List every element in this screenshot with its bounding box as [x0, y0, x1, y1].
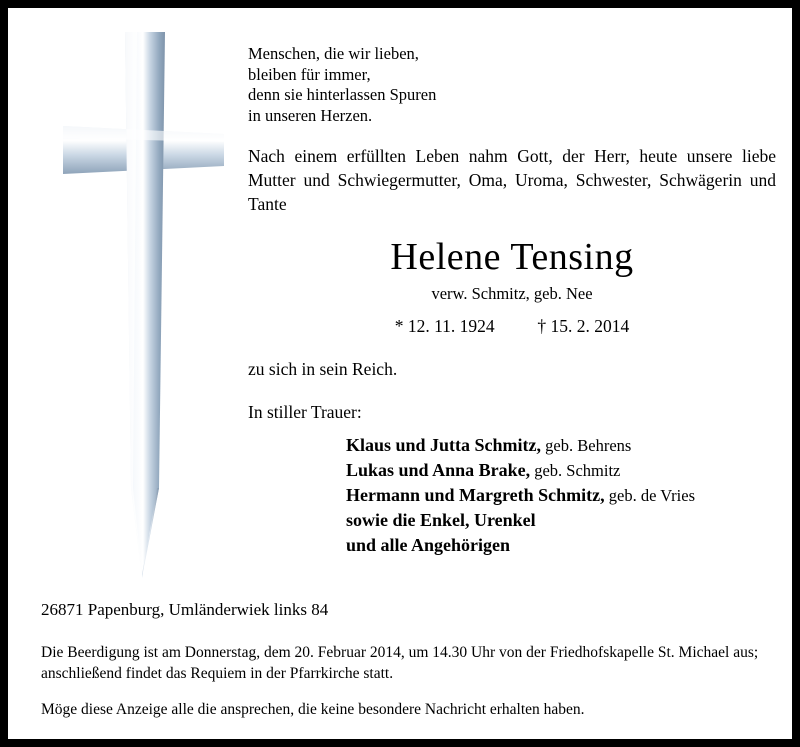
mourner-suffix: geb. Schmitz	[530, 461, 621, 480]
mourners-list	[248, 433, 776, 558]
mourner-names: sowie die Enkel, Urenkel	[346, 510, 536, 530]
mourner-names: Klaus und Jutta Schmitz,	[346, 435, 542, 455]
mourner-suffix: geb. de Vries	[604, 486, 696, 505]
verse-line: in unseren Herzen.	[248, 105, 373, 125]
funeral-note: Die Beerdigung ist am Donnerstag, dem 20. Februar 2014, um 14.30 Uhr von der Friedhofskapelle St. Michael aus; anschließend findet das Requiem in der Pfarrkirche statt.	[41, 644, 759, 682]
list-item	[346, 458, 776, 483]
list-item	[346, 483, 776, 508]
deceased-name: Helene Tensing	[390, 236, 634, 278]
footer-notes	[41, 642, 766, 720]
life-dates	[248, 316, 776, 337]
death-date: † 15. 2. 2014	[537, 316, 630, 336]
cross-icon	[28, 18, 233, 598]
mourner-names: Hermann und Margreth Schmitz,	[346, 485, 605, 505]
maiden-name: verw. Schmitz, geb. Nee	[431, 284, 593, 303]
mourner-names: Lukas und Anna Brake,	[346, 460, 531, 480]
list-item	[346, 433, 776, 458]
final-note: Möge diese Anzeige alle die ansprechen, die keine besondere Nachricht erhalten haben.	[41, 701, 585, 718]
list-item	[346, 508, 776, 533]
mourner-names: und alle Angehörigen	[346, 535, 511, 555]
notice-text-column	[248, 44, 776, 558]
list-item	[346, 533, 776, 558]
mourners-title: In stiller Trauer:	[248, 402, 362, 422]
closing-line: zu sich in sein Reich.	[248, 359, 398, 379]
birth-date: * 12. 11. 1924	[394, 316, 495, 336]
verse-line: denn sie hinterlassen Spuren	[248, 85, 437, 104]
address-line: 26871 Papenburg, Umländerwiek links 84	[41, 600, 329, 619]
verse-line: bleiben für immer,	[248, 64, 371, 84]
mourner-suffix: geb. Behrens	[541, 436, 632, 455]
intro-paragraph: Nach einem erfüllten Leben nahm Gott, der Herr, heute unsere liebe Mutter und Schwiegermutter, Oma, Uroma, Schwester, Schwägerin und Tante	[248, 146, 776, 214]
verse-block	[248, 44, 776, 126]
verse-line: Menschen, die wir lieben,	[248, 44, 419, 63]
obituary-notice	[8, 8, 792, 739]
